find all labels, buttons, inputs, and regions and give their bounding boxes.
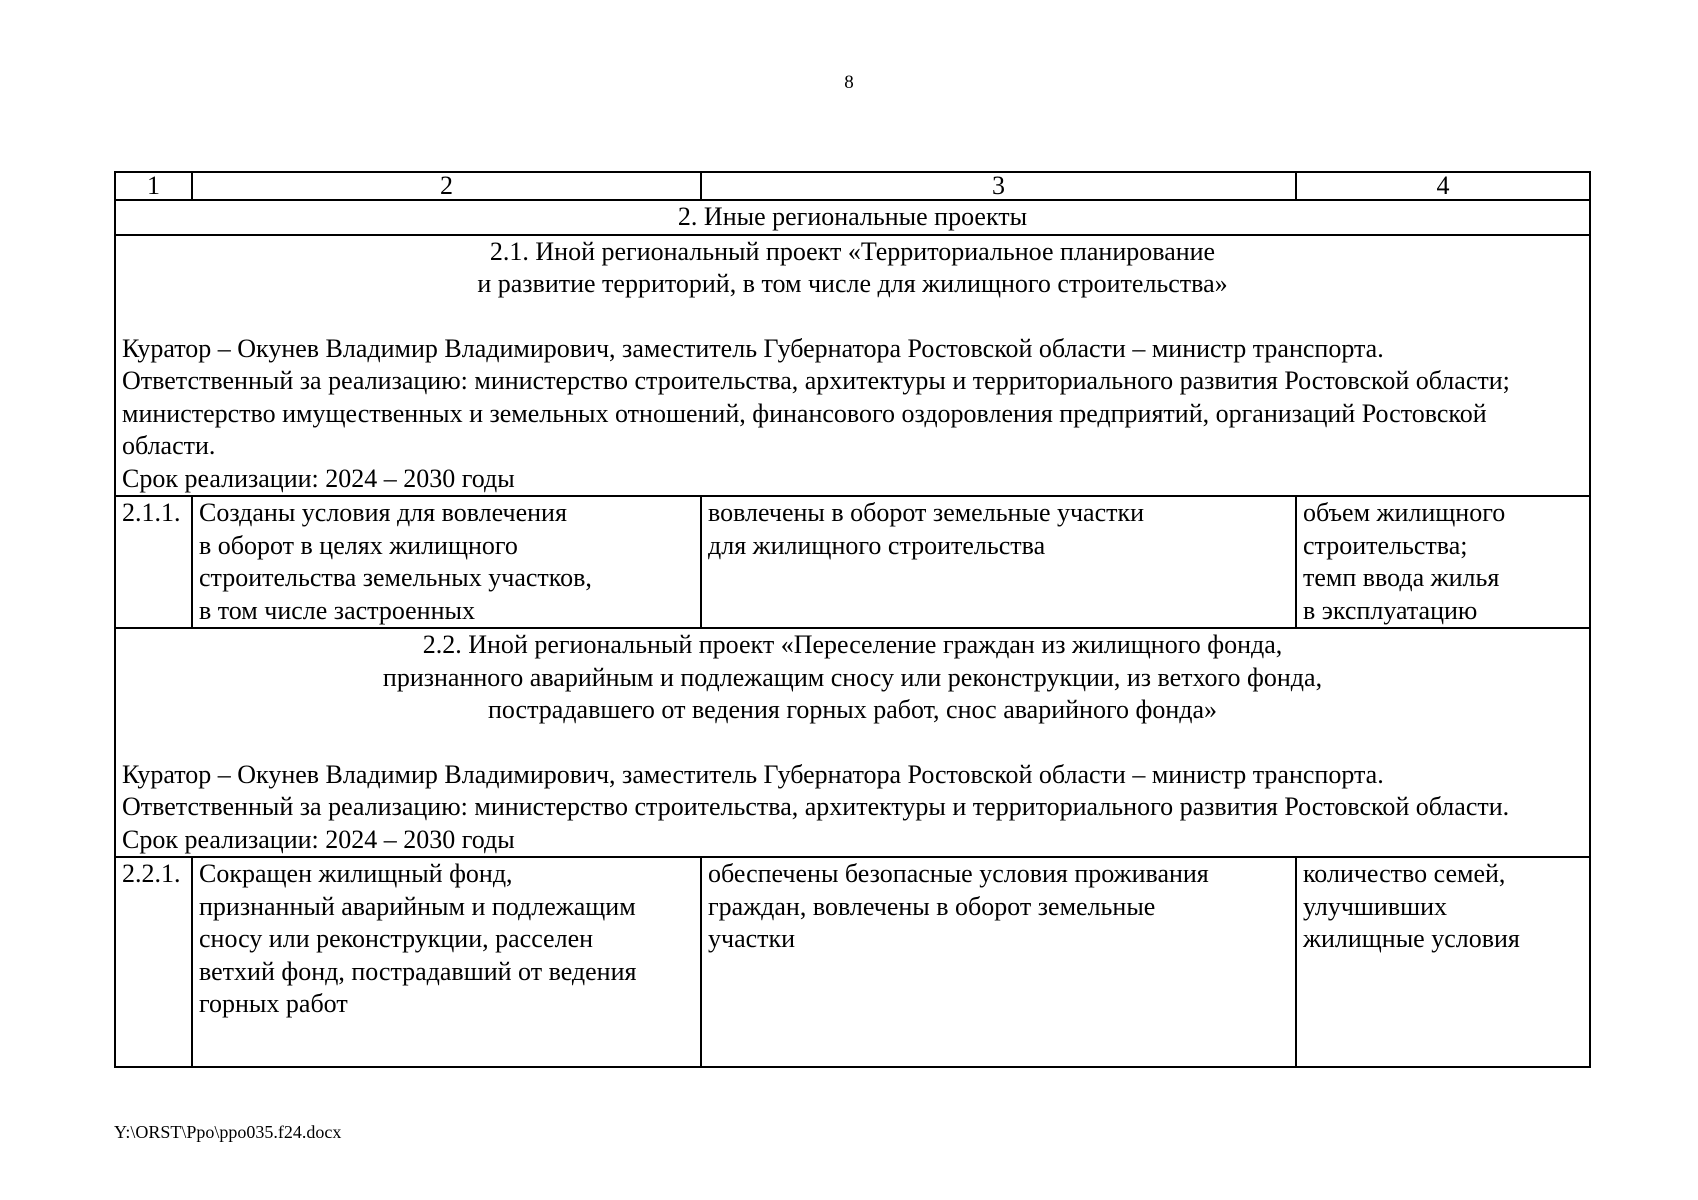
table-row-2-2-1: [115, 857, 1590, 1067]
project-2-1-responsible: Ответственный за реализацию: министерство строительства, архитектуры и территориального развития Ростовской области; министерство имущественных и земельных отношений, финансового оздоровления предприятий, организаций Ростовской области.: [122, 366, 1510, 460]
row-2-2-1-task: Сокращен жилищный фонд, признанный аварийным и подлежащим сносу или реконструкции, расселен ветхий фонд, пострадавший от ведения горных работ: [192, 857, 701, 1067]
page-number: 8: [844, 72, 854, 93]
header-row: [115, 172, 1590, 200]
project-2-2-title: 2.2. Иной региональный проект «Переселение граждан из жилищного фонда, признанного аварийным и подлежащим сносу или реконструкции, из ветхого фонда, пострадавшего от ведения горных работ, снос аварийного фонда»: [382, 630, 1323, 724]
document-table: [114, 171, 1591, 1068]
header-col-2: 2: [192, 172, 701, 200]
project-2-1-row: [115, 235, 1590, 497]
project-2-2-info: [122, 759, 1583, 857]
header-col-1: 1: [115, 172, 192, 200]
row-2-2-1-effect: обеспечены безопасные условия проживания граждан, вовлечены в оборот земельные участки: [701, 857, 1296, 1067]
project-2-2-term: Срок реализации: 2024 – 2030 годы: [122, 824, 515, 854]
row-2-2-1-indicator: количество семей, улучшивших жилищные условия: [1296, 857, 1590, 1067]
project-2-2-curator: Куратор – Окунев Владимир Владимирович, заместитель Губернатора Ростовской области – министр транспорта.: [122, 759, 1384, 789]
project-2-1-cell: [115, 235, 1590, 497]
header-col-3: 3: [701, 172, 1296, 200]
row-2-1-1-number: 2.1.1.: [115, 496, 192, 628]
project-2-2-responsible: Ответственный за реализацию: министерство строительства, архитектуры и территориального развития Ростовской области.: [122, 792, 1510, 821]
table-row-2-1-1: [115, 496, 1590, 628]
project-2-1-title: 2.1. Иной региональный проект «Территориальное планирование и развитие территорий, в том числе для жилищного строительства»: [477, 236, 1228, 298]
project-2-2-cell: [115, 628, 1590, 857]
row-2-1-1-indicator: объем жилищного строительства; темп ввода жилья в эксплуатацию: [1296, 496, 1590, 628]
header-col-4: 4: [1296, 172, 1590, 200]
row-2-1-1-task: Созданы условия для вовлечения в оборот в целях жилищного строительства земельных участков, в том числе застроенных: [192, 496, 701, 628]
project-2-1-curator: Куратор – Окунев Владимир Владимирович, заместитель Губернатора Ростовской области – министр транспорта.: [122, 333, 1384, 363]
project-2-1-info: [122, 333, 1583, 496]
row-2-2-1-number: 2.2.1.: [115, 857, 192, 1067]
section-2-title: 2. Иные региональные проекты: [115, 200, 1590, 235]
project-2-1-term: Срок реализации: 2024 – 2030 годы: [122, 463, 515, 493]
file-path: Y:\ORST\Ppo\ppo035.f24.docx: [114, 1122, 342, 1142]
row-2-1-1-effect: вовлечены в оборот земельные участки для жилищного строительства: [701, 496, 1296, 628]
project-2-2-row: [115, 628, 1590, 857]
section-2-row: [115, 200, 1590, 235]
